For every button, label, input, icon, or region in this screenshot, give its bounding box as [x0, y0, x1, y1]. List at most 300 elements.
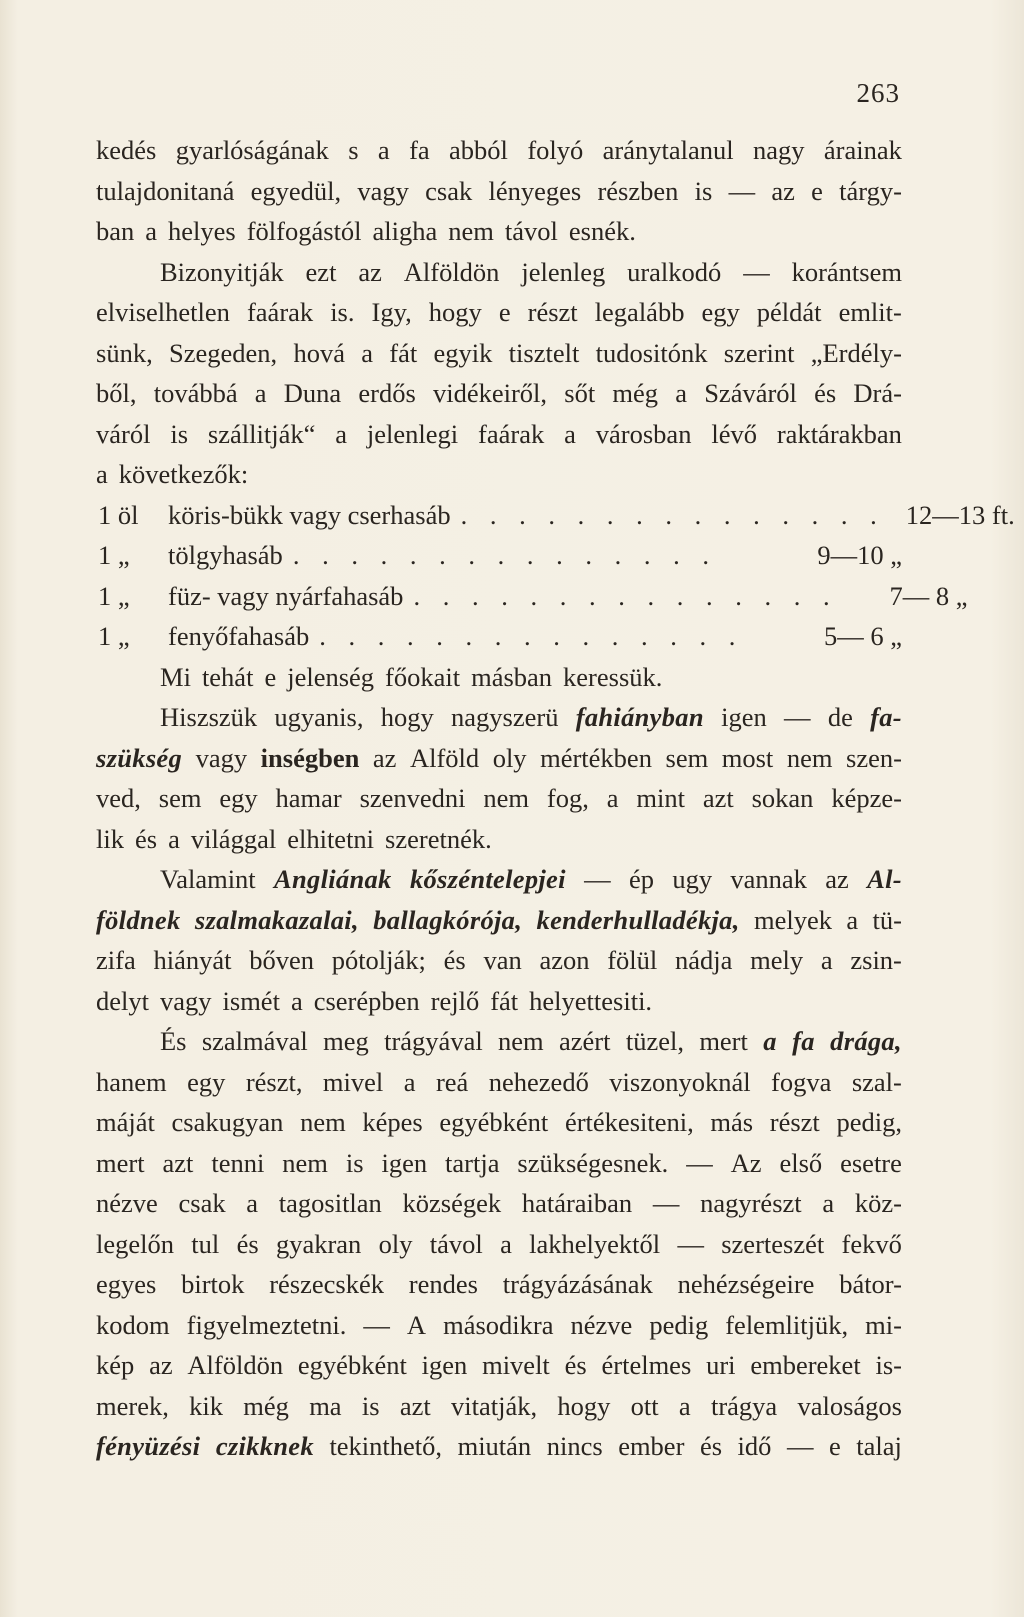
word: fölül	[607, 945, 658, 975]
word: ban	[96, 216, 135, 246]
text-line	[96, 1062, 902, 1103]
text-line	[96, 373, 902, 414]
word: lik	[96, 823, 124, 854]
text-line	[96, 1345, 902, 1386]
word: zifa	[96, 945, 136, 975]
text-line	[96, 252, 902, 293]
word: szükségesnek.	[517, 1147, 669, 1178]
word: Alföldön	[403, 256, 500, 287]
word: kodom	[96, 1309, 170, 1340]
word: egyébként	[439, 1107, 549, 1137]
word: sőt	[564, 378, 596, 408]
word: —	[652, 1188, 680, 1218]
word: Alföldön	[187, 1350, 284, 1380]
word: viszonyoknál	[609, 1066, 751, 1097]
price-quantity: 1 „	[98, 621, 130, 651]
text-line	[96, 738, 902, 779]
text-line	[96, 657, 902, 698]
word: is-	[875, 1350, 902, 1380]
word: miután	[457, 1431, 532, 1461]
word: rejlő	[430, 985, 480, 1016]
word: azt	[399, 1390, 431, 1421]
word: hogy	[557, 1390, 611, 1421]
word: hogy	[428, 297, 482, 327]
word: egyébként	[297, 1350, 407, 1380]
word: az	[358, 256, 382, 287]
word: a	[500, 1228, 512, 1259]
word: e	[264, 661, 277, 692]
word: világgal	[190, 823, 277, 854]
price-value: 12—13 ft.	[905, 499, 1015, 530]
text-line	[96, 697, 902, 738]
word: nem	[282, 1147, 328, 1178]
word: tartja	[445, 1147, 500, 1178]
word: első	[779, 1147, 823, 1178]
word: Igy,	[371, 297, 412, 327]
word: értékesiteni,	[564, 1107, 694, 1137]
word: földnek	[96, 904, 181, 935]
word: fát	[490, 985, 519, 1016]
word: és	[564, 1350, 587, 1380]
word: egy	[701, 297, 740, 327]
word: mely	[750, 945, 804, 975]
word: az	[825, 864, 849, 894]
word: fényüzési	[96, 1431, 201, 1461]
word: következők:	[118, 459, 249, 489]
word: fekvő	[841, 1228, 902, 1259]
word: melyek	[754, 904, 833, 935]
word: fölfogástól	[246, 216, 362, 246]
word: tulajdonitaná	[96, 175, 235, 206]
word: mint	[636, 783, 685, 813]
word: ből,	[96, 378, 137, 408]
word: kőszéntelepjei	[409, 864, 566, 894]
word: ugyanis,	[274, 702, 364, 732]
price-list-row	[96, 576, 968, 617]
word: mi-	[865, 1309, 902, 1340]
price-quantity: 1 öl	[98, 499, 139, 530]
word: e	[828, 1431, 841, 1461]
word: részt	[527, 297, 578, 327]
price-value: 5— 6 „	[823, 621, 902, 651]
word: hiányát	[153, 945, 232, 975]
word: azt	[702, 783, 734, 813]
word: részt,	[245, 1066, 303, 1097]
price-list-row	[96, 616, 902, 657]
word: községek	[402, 1188, 502, 1218]
word: hogy	[380, 702, 434, 732]
word: csakugyan	[171, 1107, 284, 1137]
word: —	[363, 1309, 390, 1340]
word: részt	[769, 1107, 820, 1137]
word: valoságos	[797, 1390, 902, 1421]
word: a	[678, 1390, 691, 1421]
word: ismét	[222, 985, 280, 1016]
word: árainak	[823, 135, 902, 165]
word: a	[822, 1188, 835, 1218]
text-line	[96, 1021, 902, 1062]
word: meg	[323, 1026, 369, 1056]
word: a	[403, 1066, 416, 1097]
word: is	[361, 1390, 380, 1421]
word: szerint	[723, 337, 795, 368]
word: a	[846, 904, 859, 935]
word: igen	[721, 702, 767, 732]
word: aligha	[372, 216, 438, 246]
word: fát	[389, 337, 418, 368]
word: is	[345, 1147, 364, 1178]
word: még	[243, 1390, 289, 1421]
text-line	[96, 1224, 902, 1265]
page-body	[96, 130, 1015, 1467]
word: szenvedni	[359, 783, 466, 813]
text-line	[96, 778, 902, 819]
word: igen	[421, 1350, 468, 1380]
text-line	[96, 292, 902, 333]
text-line	[96, 900, 902, 941]
text-line	[96, 1102, 902, 1143]
word: szen-	[846, 742, 902, 773]
word: merek,	[96, 1390, 169, 1421]
word: felemlitjük,	[725, 1309, 849, 1340]
word: Valamint	[160, 864, 256, 894]
word: határaiban	[521, 1188, 633, 1218]
word: fa	[409, 135, 430, 165]
word: távol	[429, 1228, 483, 1259]
word: és	[814, 378, 837, 408]
word: gyarlóságának	[175, 135, 329, 165]
word: pedig,	[836, 1107, 902, 1137]
word: bátor-	[839, 1269, 902, 1299]
word: sem	[665, 742, 709, 773]
word: emlit-	[838, 297, 902, 327]
word: jelenlegi	[366, 418, 459, 449]
price-value: 9—10 „	[817, 540, 902, 570]
word: kedés	[96, 135, 157, 165]
word: a	[335, 418, 348, 449]
word: uri	[706, 1350, 736, 1380]
word: ma	[309, 1390, 342, 1421]
text-line	[96, 171, 902, 212]
word: vannak	[730, 864, 807, 894]
word: képes	[362, 1107, 423, 1137]
word: zsin-	[850, 945, 902, 975]
word: sem	[158, 783, 202, 813]
word: mert	[699, 1026, 748, 1056]
word: nagy	[753, 135, 805, 165]
word: Al-	[867, 864, 902, 894]
word: erdős	[358, 378, 416, 408]
word: figyelmeztetni.	[186, 1309, 347, 1340]
word: trágya	[710, 1390, 778, 1421]
word: vagy	[357, 175, 409, 206]
word: is	[694, 175, 713, 206]
word: ved,	[96, 783, 141, 813]
price-item	[168, 495, 885, 536]
text-line	[96, 940, 902, 981]
word: azért	[559, 1026, 611, 1056]
text-line	[96, 981, 902, 1022]
text-line	[96, 1183, 902, 1224]
price-item-label: fenyőfahasáb	[168, 621, 310, 651]
word: nehézségeire	[677, 1269, 815, 1299]
word: elviselhetlen	[96, 297, 230, 327]
word: máját	[96, 1107, 155, 1137]
word: van	[483, 945, 522, 975]
price-list-row	[96, 535, 902, 576]
word: —	[686, 1147, 713, 1178]
word: oly	[492, 742, 527, 773]
word: csak	[425, 175, 473, 206]
price-list-row	[96, 495, 1015, 536]
word: tudositónk	[595, 337, 708, 368]
word: A	[406, 1309, 427, 1340]
word: abból	[449, 135, 508, 165]
word: nádja	[675, 945, 733, 975]
word: és	[699, 1431, 723, 1461]
word: helyes	[168, 216, 236, 246]
word: szeretnék.	[385, 823, 492, 854]
word: a	[820, 945, 833, 975]
word: vagy	[160, 985, 212, 1016]
word: tenni	[211, 1147, 265, 1178]
word: nem	[448, 216, 494, 246]
word: e	[811, 175, 823, 206]
price-item	[168, 576, 838, 617]
text-line	[96, 1305, 902, 1346]
word: ballagkórója,	[373, 904, 523, 935]
word: nem	[483, 783, 530, 813]
word: tisztelt	[508, 337, 580, 368]
word: most	[721, 742, 774, 773]
word: az	[771, 175, 795, 206]
word: vitatják,	[450, 1390, 538, 1421]
word: trágyázásának	[502, 1269, 653, 1299]
word: raktárakban	[776, 418, 902, 449]
word: még	[612, 378, 659, 408]
leader-dots: . . . . . . . . . . . . . . .	[292, 540, 717, 570]
word: igen	[381, 1147, 428, 1178]
word: szükség	[96, 742, 183, 773]
word: ott	[630, 1390, 659, 1421]
word: hamar	[275, 783, 342, 813]
word: vidékeiről,	[432, 378, 548, 408]
word: delyt	[96, 985, 149, 1016]
word: nem	[300, 1107, 346, 1137]
word: korántsem	[791, 256, 902, 287]
word: példát	[756, 297, 822, 327]
word: városban	[595, 418, 692, 449]
word: tul	[191, 1228, 220, 1259]
word: Mi	[160, 661, 191, 692]
word: Drá-	[853, 378, 902, 408]
word: azt	[162, 1147, 194, 1178]
word: is	[170, 418, 189, 449]
word: esnék.	[568, 216, 636, 246]
word: Alföld	[409, 742, 480, 773]
price-value: 7— 8 „	[889, 580, 968, 611]
word: távol	[504, 216, 558, 246]
word: legelőn	[96, 1228, 174, 1259]
word: aránytalanul	[602, 135, 734, 165]
word: rendes	[408, 1269, 478, 1299]
word: folyó	[527, 135, 584, 165]
word: pótolják;	[331, 945, 426, 975]
word: másban	[471, 661, 553, 692]
word: ember	[618, 1431, 685, 1461]
word: a	[361, 337, 373, 368]
word: keressük.	[563, 661, 663, 692]
word: csak	[178, 1188, 226, 1218]
word: tü-	[872, 904, 902, 935]
word: faárak	[478, 418, 545, 449]
word: nagyszerü	[451, 702, 559, 732]
word: képze-	[831, 783, 902, 813]
word: nehezedő	[488, 1066, 589, 1097]
word: részecskék	[269, 1269, 384, 1299]
word: vagy	[195, 742, 248, 773]
word: jelenség	[287, 661, 375, 692]
word: értelmes	[601, 1350, 692, 1380]
word: kenderhulladékja,	[536, 904, 740, 935]
text-line	[96, 859, 902, 900]
word: a	[675, 378, 687, 408]
word: a	[254, 378, 267, 408]
word: váról	[96, 418, 151, 449]
word: a	[246, 1188, 259, 1218]
leader-dots: . . . . . . . . . . . . . . .	[413, 580, 838, 611]
text-line	[96, 1426, 902, 1467]
word: a	[606, 783, 619, 813]
word: fahiányban	[575, 702, 704, 732]
leader-dots: . . . . . . . . . . . . . . .	[319, 621, 744, 651]
word: szerteszét	[721, 1228, 825, 1259]
word: gyakran	[275, 1228, 362, 1259]
word: elhitetni	[287, 823, 375, 854]
word: fa	[792, 1026, 815, 1056]
word: az	[149, 1350, 173, 1380]
word: nézve	[570, 1309, 633, 1340]
word: trágyával	[384, 1026, 483, 1056]
word: mivelt	[482, 1350, 550, 1380]
word: de	[827, 702, 853, 732]
word: faárak	[246, 297, 314, 327]
word: fog,	[546, 783, 589, 813]
word: egyes	[96, 1269, 157, 1299]
word: bőven	[249, 945, 314, 975]
page-number: 263	[856, 78, 900, 108]
word: És	[160, 1026, 187, 1056]
text-line	[96, 414, 902, 455]
word: mértékben	[540, 742, 652, 773]
word: cserépben	[313, 985, 420, 1016]
price-item	[168, 616, 772, 657]
word: —	[584, 864, 611, 894]
price-item	[168, 535, 772, 576]
word: idő	[737, 1431, 772, 1461]
word: Az	[730, 1147, 762, 1178]
word: „Erdély-	[810, 337, 902, 368]
word: szalmakazalai,	[194, 904, 359, 935]
word: az	[372, 742, 397, 773]
word: talaj	[856, 1431, 902, 1461]
word: pedig	[649, 1309, 709, 1340]
word: czikknek	[215, 1431, 314, 1461]
word: tárgy-	[839, 175, 902, 206]
word: tekinthető,	[329, 1431, 443, 1461]
word: s	[348, 135, 359, 165]
word: más	[710, 1107, 754, 1137]
word: oly	[378, 1228, 413, 1259]
word: legalább	[594, 297, 685, 327]
leader-dots: . . . . . . . . . . . . . . .	[460, 499, 885, 530]
word: ugy	[672, 864, 713, 894]
word: egyedül,	[250, 175, 342, 206]
word: Bizonyitják	[160, 256, 284, 287]
word: a	[377, 135, 390, 165]
text-line	[96, 819, 902, 860]
word: Hiszszük	[160, 702, 258, 732]
word: és	[134, 823, 158, 854]
word: drága,	[830, 1026, 902, 1056]
word: ezt	[305, 256, 337, 287]
word: —	[728, 175, 756, 206]
price-item-label: füz- vagy nyárfahasáb	[168, 580, 404, 611]
word: tüzel,	[625, 1026, 684, 1056]
text-line	[96, 130, 902, 171]
text-line	[96, 1143, 902, 1184]
word: hanem	[96, 1066, 167, 1097]
word: másodikra	[443, 1309, 554, 1340]
word: nem	[786, 742, 833, 773]
word: a	[168, 823, 180, 854]
word: azon	[539, 945, 590, 975]
word: Száváról	[704, 378, 797, 408]
word: szállitják“	[207, 418, 316, 449]
word: mivel	[322, 1066, 384, 1097]
word: egyik	[433, 337, 493, 368]
word: —	[743, 256, 770, 287]
word: a	[290, 985, 303, 1016]
word: nézve	[96, 1188, 158, 1218]
text-line	[96, 333, 902, 374]
word: —	[677, 1228, 704, 1259]
word: —	[784, 702, 811, 732]
word: is.	[330, 297, 355, 327]
word: Szegeden,	[168, 337, 278, 368]
price-item-label: köris-bükk vagy cserhasáb	[168, 499, 451, 530]
text-line	[96, 454, 902, 495]
word: nagyrészt	[700, 1188, 802, 1218]
word: és	[443, 945, 466, 975]
price-quantity: 1 „	[98, 540, 130, 570]
word: fogva	[771, 1066, 832, 1097]
word: esetre	[840, 1147, 902, 1178]
word: egy	[187, 1066, 226, 1097]
word: részben	[597, 175, 679, 206]
word: nem	[498, 1026, 544, 1056]
word: birtok	[181, 1269, 245, 1299]
word: lévő	[711, 418, 757, 449]
word: szal-	[851, 1066, 902, 1097]
word: reá	[435, 1066, 469, 1097]
word: főokait	[385, 661, 461, 692]
word: lényeges	[488, 175, 582, 206]
word: helyettesiti.	[529, 985, 653, 1016]
word: embereket	[750, 1350, 861, 1380]
word: köz-	[854, 1188, 902, 1218]
word: szalmával	[201, 1026, 308, 1056]
